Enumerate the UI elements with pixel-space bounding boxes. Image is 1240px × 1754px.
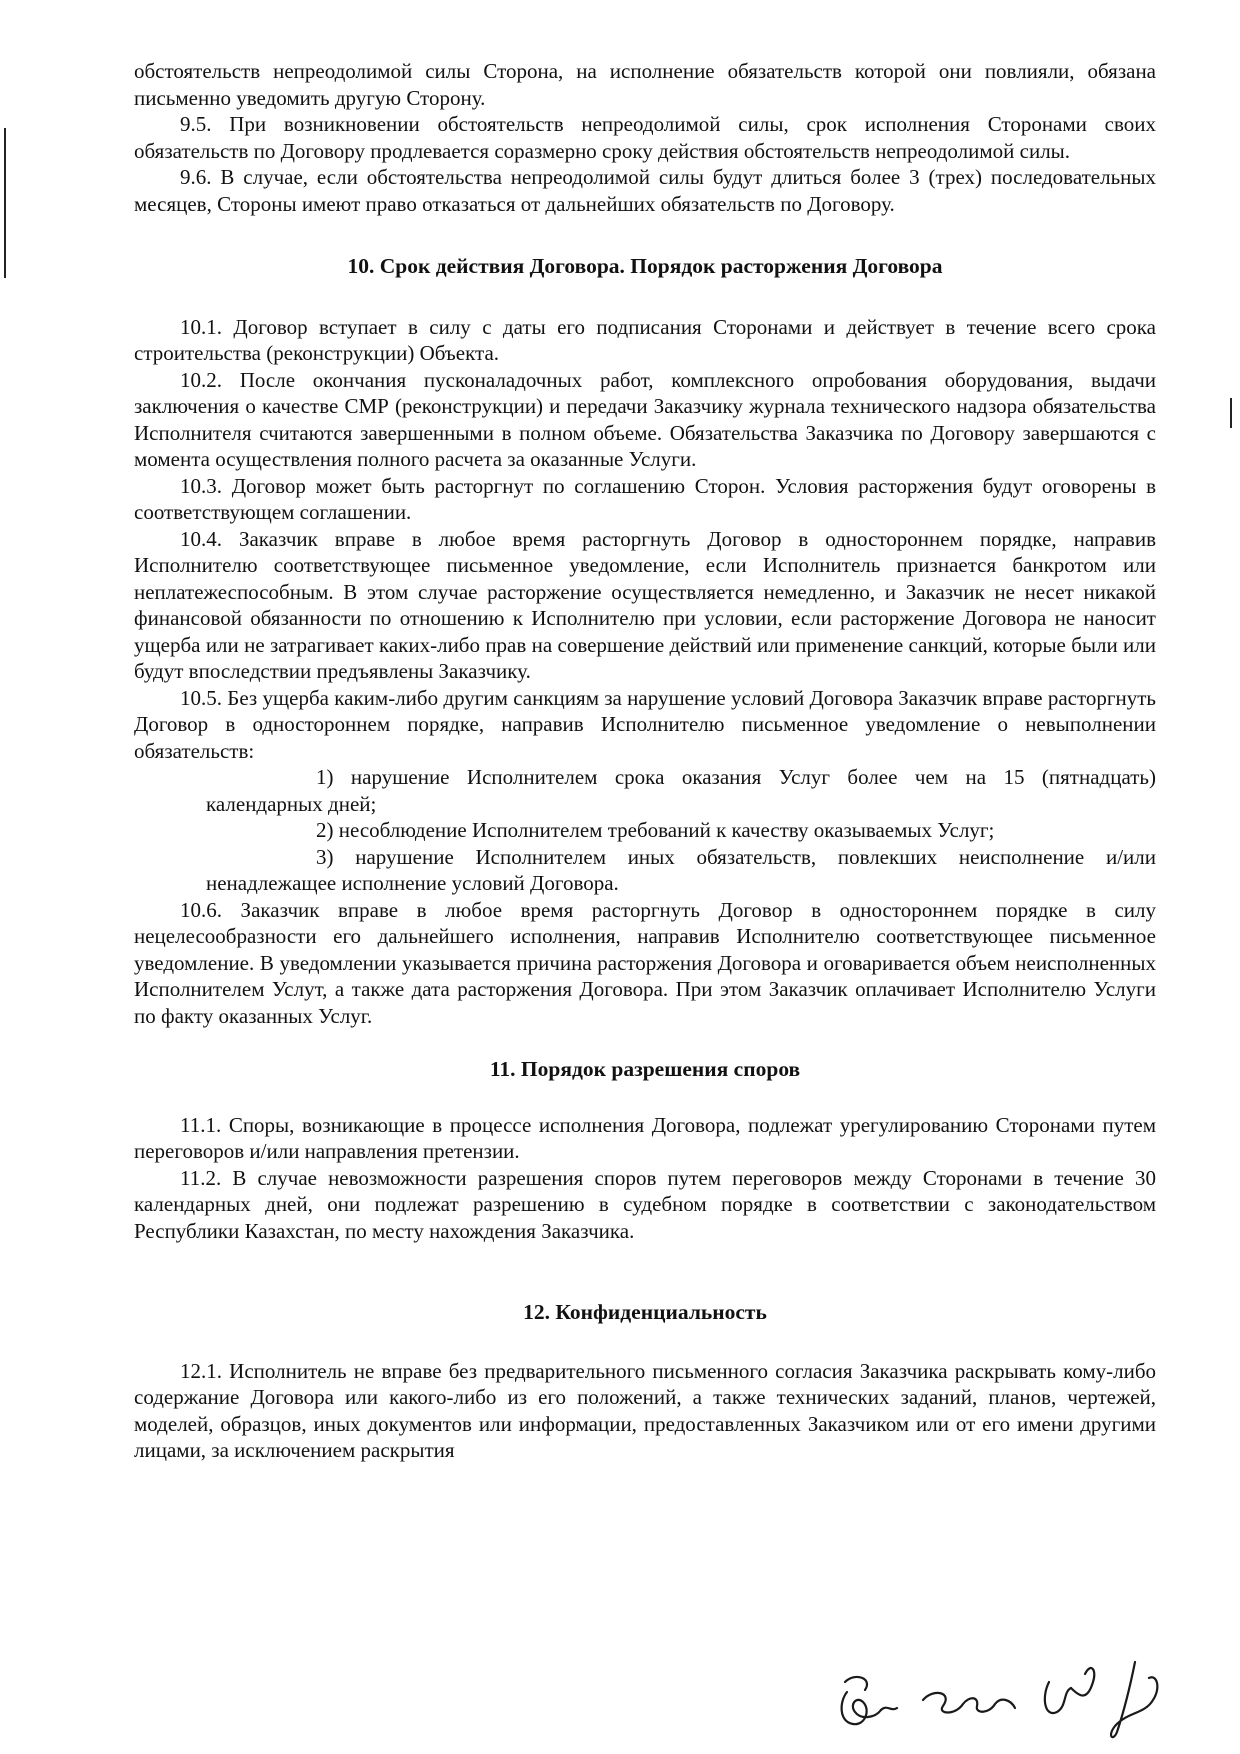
clause-12-1: 12.1. Исполнитель не вправе без предварительного письменного согласия Заказчика раскрывать кому-либо содержание Договора или какого-либо из его положений, а также технических заданий, планов, чертежей, моделей, образцов, иных документов или информации, предоставленных Заказчиком или от его имени другими лицами, за исключением раскрытия (134, 1358, 1156, 1462)
section9-continuation: обстоятельств непреодолимой силы Сторона, на исполнение обязательств которой они повлияли, обязана письменно уведомить другую Сторону. (134, 59, 1156, 110)
section-10-heading: 10. Срок действия Договора. Порядок расторжения Договора (347, 254, 943, 278)
section-12-heading: 12. Конфиденциальность (523, 1300, 767, 1324)
clause-10-1: 10.1. Договор вступает в силу с даты его подписания Сторонами и действует в течение всего срока строительства (реконструкции) Объекта. (134, 314, 1156, 365)
list-item: 3) нарушение Исполнителем иных обязательств, повлекших неисполнение и/или ненадлежащее исполнение условий Договора. (206, 844, 1156, 895)
list-item: 2) несоблюдение Исполнителем требований к качеству оказываемых Услуг; (316, 818, 995, 842)
clause-10-6: 10.6. Заказчик вправе в любое время расторгнуть Договор в одностороннем порядке в силу нецелесообразности его дальнейшего исполнения, направив Исполнителю соответствующее письменное уведомление. В уведомлении указывается причина расторжения Договора и оговаривается объем неисполненных Исполнителем Услут, а также дата расторжения Договора. При этом Заказчик оплачивает Исполнителю Услуги по факту оказанных Услуг. (134, 897, 1156, 1028)
clause-9-5: 9.5. При возникновении обстоятельств непреодолимой силы, срок исполнения Сторонами своих обязательств по Договору продлевается соразмерно сроку действия обстоятельств непреодолимой силы. (134, 112, 1156, 163)
clause-11-2: 11.2. В случае невозможности разрешения споров путем переговоров между Сторонами в течение 30 календарных дней, они подлежат разрешению в судебном порядке в соответствии с законодательством Республики Казахстан, по месту нахождения Заказчика. (134, 1165, 1156, 1243)
clause-10-3: 10.3. Договор может быть расторгнут по соглашению Сторон. Условия расторжения будут оговорены в соответствующем соглашении. (134, 473, 1156, 524)
clause-10-2: 10.2. После окончания пусконаладочных работ, комплексного опробования оборудования, выдачи заключения о качестве СМР (реконструкции) и передачи Заказчику журнала технического надзора обязательства Исполнителя считаются завершенными в полном объеме. Обязательства Заказчика по Договору завершаются с момента осуществления полного расчета за оказанные Услуги. (134, 367, 1156, 471)
handwritten-signature (835, 1652, 1200, 1747)
scan-artifact (4, 128, 6, 278)
clause-9-6: 9.6. В случае, если обстоятельства непреодолимой силы будут длиться более 3 (трех) последовательных месяцев, Стороны имеют право отказаться от дальнейших обязательств по Договору. (134, 165, 1156, 216)
list-item: 1) нарушение Исполнителем срока оказания Услуг более чем на 15 (пятнадцать) календарных дней; (206, 765, 1156, 816)
clause-11-1: 11.1. Споры, возникающие в процессе исполнения Договора, подлежат урегулированию Сторонами путем переговоров и/или направления претензии. (134, 1112, 1156, 1163)
clause-10-5: 10.5. Без ущерба каким-либо другим санкциям за нарушение условий Договора Заказчик вправе расторгнуть Договор в одностороннем порядке, направив Исполнителю письменное уведомление о невыполнении обязательств: (134, 685, 1156, 763)
scan-artifact (1230, 398, 1232, 428)
section-11-heading: 11. Порядок разрешения споров (489, 1057, 801, 1081)
clause-10-4: 10.4. Заказчик вправе в любое время расторгнуть Договор в одностороннем порядке, направив Исполнителю соответствующее письменное уведомление, если Исполнитель признается банкротом или неплатежеспособным. В этом случае расторжение осуществляется немедленно, и Заказчик не несет никакой финансовой обязанности по отношению к Исполнителю при условии, если расторжение Договора не наносит ущерба или не затрагивает каких-либо прав на совершение действий или применение санкций, которые были или будут впоследствии предъявлены Заказчику. (134, 526, 1156, 683)
document-body (134, 58, 1156, 1464)
